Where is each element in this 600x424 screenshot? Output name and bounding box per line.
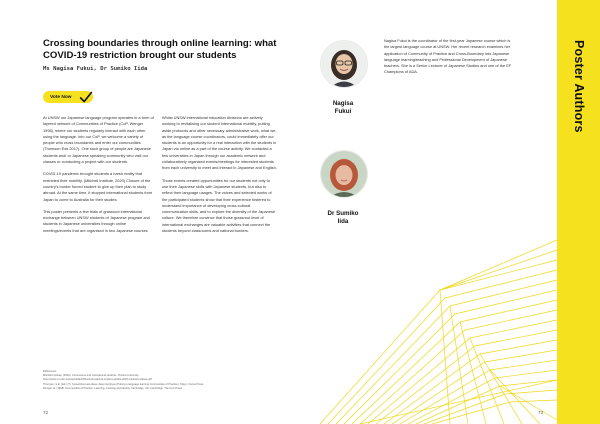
authors-line: Ms Nagisa Fukui, Dr Sumiko Iida	[43, 66, 148, 72]
vote-now-button[interactable]	[43, 91, 93, 103]
author-name-nagisa: Nagisa Fukui	[332, 100, 354, 115]
reference-item: Mitchell Institute. (2020). Coronavirus and international students. Victoria University.	[43, 374, 140, 378]
paragraph: Whilst UNSW international education divisions are actively working to revitalising our student international mobility, putting aside protocols and other necessary administrative work, what we, as the language course coordinators, could immediately offer our students is an opportunity for a real interaction with the students in Japan via online as a part of the course activity. We contacted a few universities in Japan through our academic network and collaboratively organised events/meetings for interested students from each university to meet and interact in Japanese and English.	[162, 115, 277, 171]
author-bio: Nagisa Fukui is the coordinator of the first-year Japanese course which is the largest language course at UNSW. Her recent research examines her application of Community of Practice and Cross-Boundary into Japanese language learning/teaching and Professional Development of Japanese teachers. She is a Senior Lecturer of Japanese Studies and one of the EF Champions of ADA.	[384, 38, 512, 75]
references-heading: References	[43, 370, 57, 373]
paragraph: At UNSW our Japanese language program operates in a form of layered network of Communities of Practice (CoP, Wenger 1998), where our students regularly interact with each other using the language. Into our CoP, we welcome a variety of people who cross boundaries and enter our communities (Thomson Eds 2017). One such group of people are Japanese students and/ or Japanese speaking community who visit our classes or conducting a project with our students.	[43, 115, 154, 165]
author-photo-nagisa	[320, 40, 368, 88]
page-number-right: 73	[538, 410, 544, 415]
vote-now-label: Vote Now	[50, 94, 72, 100]
author-name-sumiko: Dr Sumiko Iida	[327, 210, 359, 225]
poster-title: Crossing boundaries through online learning: what COVID-19 restriction brought our students	[43, 38, 277, 61]
body-column-left	[43, 115, 155, 240]
paragraph: Those events created opportunities for our students not only to use their Japanese skills with Japanese students, but also to reflect their language usages. The voices and selected works of the participated students show that their experience fostered to understand importance of developing cross-cultural communication skills, and to explore the diversity of the Japanese culture. We therefore convince that those grassroot level of international exchanges are valuable activities that connect the students beyond classrooms and national borders.	[162, 177, 276, 234]
paragraph: This poster presents a few trials of grassroot international exchange between UNSW students of Japanese program and students in Japanese universities through online meetings/events that are organised in two Japanese courses	[43, 208, 150, 233]
reference-item[interactable]: https://www.vu.edu.au/sites/default/files/international-student-update-2020-mitchell-institute.pdf	[43, 378, 152, 382]
references	[43, 370, 283, 391]
check-icon	[77, 88, 95, 106]
paragraph: COVID-19 pandemic brought students a harsh reality that restricted their mobility. (Mitchell Institute, 2020) Closure of the country's border forced student to give up their plan to study abroad. At the same time, it stopped international students from Japan to come to Australia for their studies.	[43, 171, 153, 202]
reference-item: Thomson, G.E. (Ed.) (?). Kyoushitsu kara ikasu Jissen kenkyuu (Putting a language learning Communities of Practice). Tokyo: Cocoo Press.	[43, 382, 204, 386]
section-title: Poster Authors	[572, 40, 586, 133]
page-number-left: 72	[43, 410, 49, 415]
reference-item: Wenger, E. (1998) Communities of Practice: Learning, meaning and identity. Cambridge, UK: Cambridge: The Univ Press.	[43, 386, 183, 390]
decorative-line-graphic	[300, 230, 557, 424]
body-column-middle	[162, 115, 277, 240]
author-photo-sumiko	[320, 150, 368, 198]
